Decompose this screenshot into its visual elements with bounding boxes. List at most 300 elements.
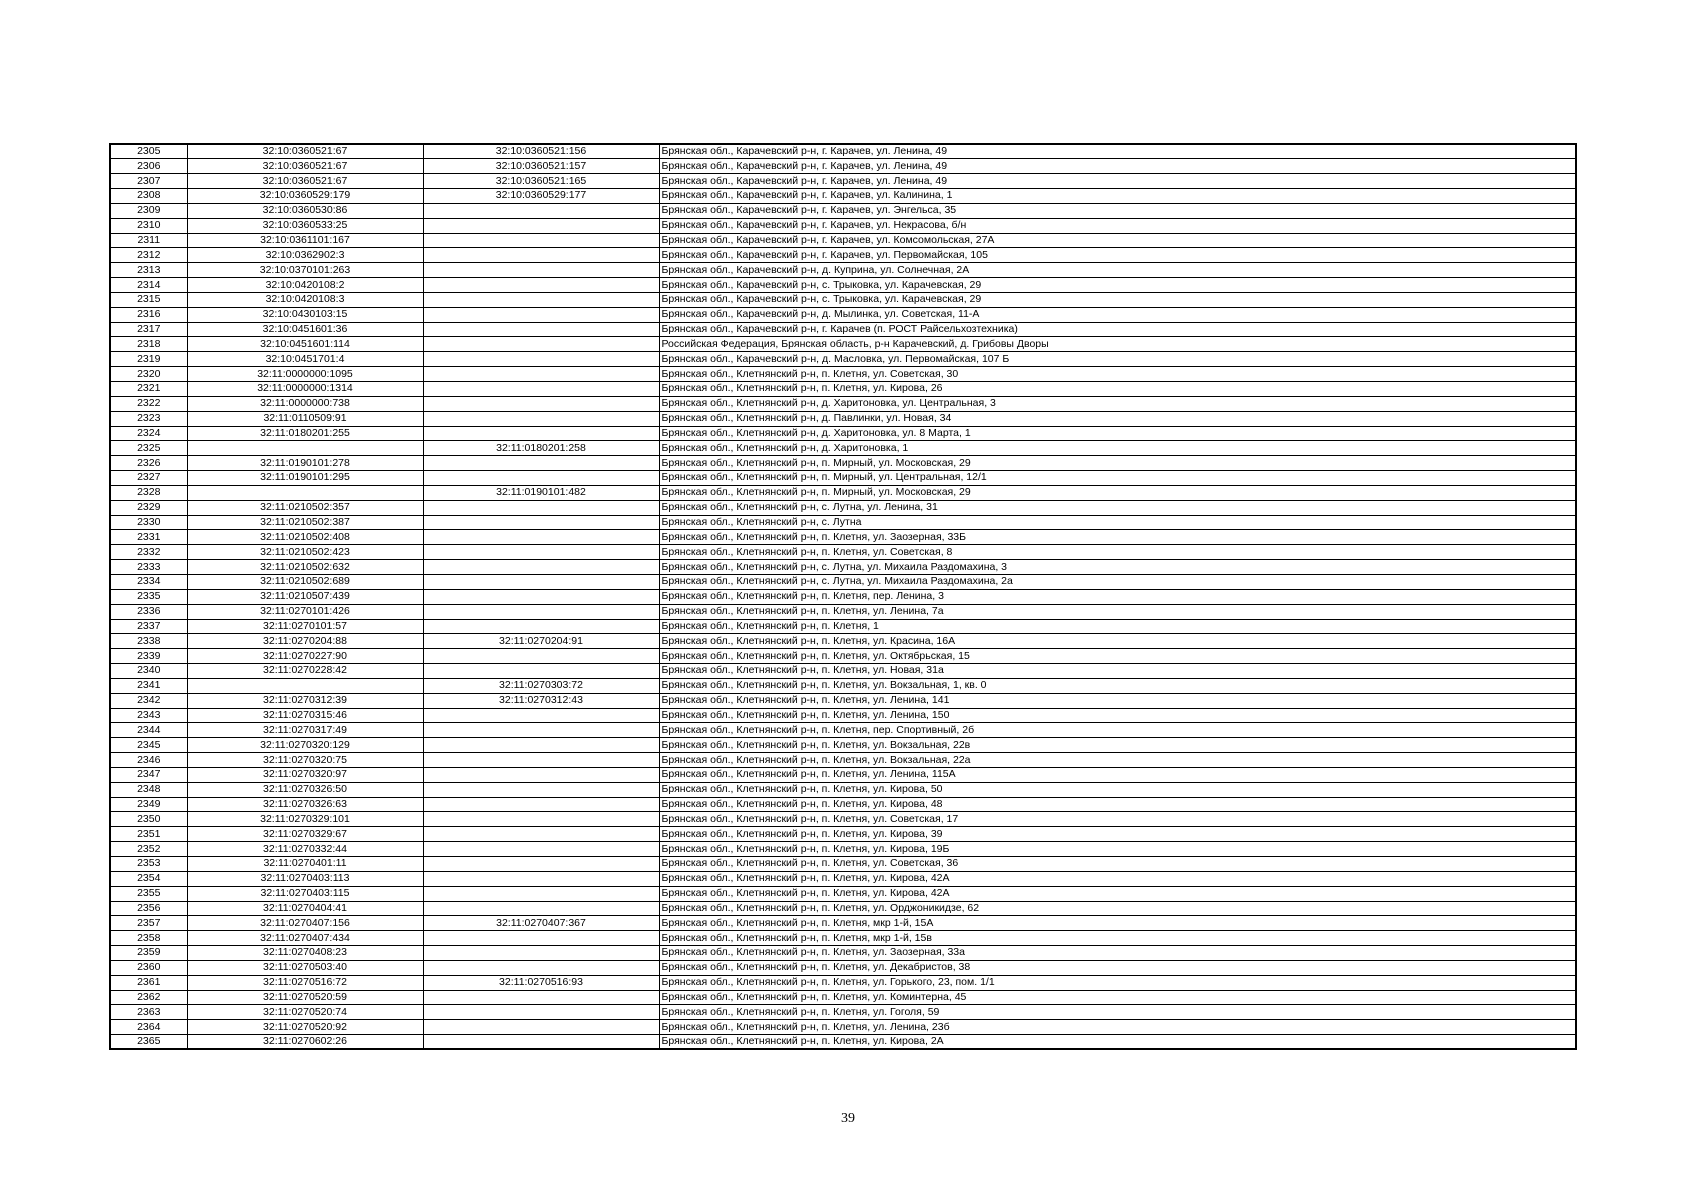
table-row xyxy=(110,203,1576,218)
building-cadastral-number-cell xyxy=(423,767,659,782)
building-cadastral-number-cell xyxy=(423,619,659,634)
table-row xyxy=(110,352,1576,367)
row-number-cell: 2332 xyxy=(110,545,187,560)
address-cell: Брянская обл., Клетнянский р-н, п. Клетня, ул. Кирова, 26 xyxy=(659,382,1576,397)
row-number-cell: 2352 xyxy=(110,842,187,857)
row-number-cell: 2342 xyxy=(110,693,187,708)
row-number-cell: 2326 xyxy=(110,456,187,471)
building-cadastral-number-cell xyxy=(423,218,659,233)
building-cadastral-number-cell: 32:11:0270303:72 xyxy=(423,678,659,693)
row-number-cell: 2347 xyxy=(110,767,187,782)
row-number-cell: 2343 xyxy=(110,708,187,723)
address-cell: Брянская обл., Клетнянский р-н, п. Клетня, ул. Гоголя, 59 xyxy=(659,1005,1576,1020)
table-row xyxy=(110,960,1576,975)
table-row xyxy=(110,753,1576,768)
building-cadastral-number-cell xyxy=(423,649,659,664)
land-cadastral-number-cell: 32:11:0270320:129 xyxy=(187,738,423,753)
land-cadastral-number-cell: 32:11:0270407:156 xyxy=(187,916,423,931)
land-cadastral-number-cell: 32:11:0210502:408 xyxy=(187,530,423,545)
row-number-cell: 2320 xyxy=(110,367,187,382)
row-number-cell: 2313 xyxy=(110,263,187,278)
building-cadastral-number-cell xyxy=(423,946,659,961)
land-cadastral-number-cell: 32:11:0270516:72 xyxy=(187,975,423,990)
table-row xyxy=(110,233,1576,248)
building-cadastral-number-cell: 32:11:0270204:91 xyxy=(423,634,659,649)
building-cadastral-number-cell xyxy=(423,515,659,530)
address-cell: Брянская обл., Клетнянский р-н, п. Клетня, ул. Ленина, 141 xyxy=(659,693,1576,708)
table-row xyxy=(110,589,1576,604)
table-row xyxy=(110,322,1576,337)
address-cell: Брянская обл., Карачевский р-н, д. Мылинка, ул. Советская, 11-А xyxy=(659,307,1576,322)
row-number-cell: 2365 xyxy=(110,1035,187,1050)
address-cell: Брянская обл., Клетнянский р-н, с. Лутна, ул. Михаила Раздомахина, 2а xyxy=(659,574,1576,589)
land-cadastral-number-cell: 32:11:0270602:26 xyxy=(187,1035,423,1050)
row-number-cell: 2353 xyxy=(110,857,187,872)
building-cadastral-number-cell xyxy=(423,827,659,842)
building-cadastral-number-cell xyxy=(423,471,659,486)
address-cell: Брянская обл., Клетнянский р-н, п. Клетня, пер. Ленина, 3 xyxy=(659,589,1576,604)
land-cadastral-number-cell: 32:10:0420108:3 xyxy=(187,292,423,307)
row-number-cell: 2355 xyxy=(110,886,187,901)
table-row xyxy=(110,886,1576,901)
land-cadastral-number-cell xyxy=(187,441,423,456)
table-row xyxy=(110,337,1576,352)
row-number-cell: 2314 xyxy=(110,278,187,293)
row-number-cell: 2339 xyxy=(110,649,187,664)
land-cadastral-number-cell: 32:10:0360521:67 xyxy=(187,144,423,159)
building-cadastral-number-cell xyxy=(423,278,659,293)
table-row xyxy=(110,263,1576,278)
address-cell: Брянская обл., Клетнянский р-н, п. Клетня, ул. Ленина, 150 xyxy=(659,708,1576,723)
table-row xyxy=(110,144,1576,159)
row-number-cell: 2345 xyxy=(110,738,187,753)
land-cadastral-number-cell: 32:10:0362902:3 xyxy=(187,248,423,263)
building-cadastral-number-cell xyxy=(423,1020,659,1035)
building-cadastral-number-cell: 32:11:0180201:258 xyxy=(423,441,659,456)
land-cadastral-number-cell: 32:11:0270312:39 xyxy=(187,693,423,708)
row-number-cell: 2324 xyxy=(110,426,187,441)
row-number-cell: 2334 xyxy=(110,574,187,589)
address-cell: Брянская обл., Клетнянский р-н, п. Клетня, ул. Вокзальная, 22в xyxy=(659,738,1576,753)
land-cadastral-number-cell: 32:11:0000000:1314 xyxy=(187,382,423,397)
address-cell: Брянская обл., Карачевский р-н, г. Карачев, ул. Первомайская, 105 xyxy=(659,248,1576,263)
address-cell: Брянская обл., Клетнянский р-н, с. Лутна xyxy=(659,515,1576,530)
building-cadastral-number-cell xyxy=(423,782,659,797)
land-cadastral-number-cell: 32:11:0270404:41 xyxy=(187,901,423,916)
address-cell: Брянская обл., Клетнянский р-н, с. Лутна, ул. Ленина, 31 xyxy=(659,500,1576,515)
address-cell: Брянская обл., Клетнянский р-н, п. Клетня, ул. Кирова, 42А xyxy=(659,871,1576,886)
building-cadastral-number-cell: 32:10:0360521:156 xyxy=(423,144,659,159)
land-cadastral-number-cell: 32:11:0270407:434 xyxy=(187,931,423,946)
address-cell: Брянская обл., Клетнянский р-н, п. Клетня, ул. Горького, 23, пом. 1/1 xyxy=(659,975,1576,990)
row-number-cell: 2305 xyxy=(110,144,187,159)
land-cadastral-number-cell: 32:11:0270503:40 xyxy=(187,960,423,975)
land-cadastral-number-cell: 32:10:0451601:114 xyxy=(187,337,423,352)
land-cadastral-number-cell: 32:11:0210502:387 xyxy=(187,515,423,530)
building-cadastral-number-cell xyxy=(423,797,659,812)
land-cadastral-number-cell: 32:11:0270320:75 xyxy=(187,753,423,768)
row-number-cell: 2319 xyxy=(110,352,187,367)
land-cadastral-number-cell: 32:11:0210502:357 xyxy=(187,500,423,515)
table-row xyxy=(110,545,1576,560)
address-cell: Брянская обл., Клетнянский р-н, п. Клетня, ул. Орджоникидзе, 62 xyxy=(659,901,1576,916)
address-cell: Брянская обл., Карачевский р-н, г. Карачев, ул. Некрасова, б/н xyxy=(659,218,1576,233)
land-cadastral-number-cell: 32:11:0270520:74 xyxy=(187,1005,423,1020)
building-cadastral-number-cell xyxy=(423,367,659,382)
building-cadastral-number-cell xyxy=(423,871,659,886)
table-row xyxy=(110,189,1576,204)
address-cell: Брянская обл., Клетнянский р-н, п. Мирный, ул. Московская, 29 xyxy=(659,485,1576,500)
building-cadastral-number-cell xyxy=(423,203,659,218)
row-number-cell: 2308 xyxy=(110,189,187,204)
table-row xyxy=(110,367,1576,382)
land-cadastral-number-cell: 32:11:0270315:46 xyxy=(187,708,423,723)
land-cadastral-number-cell: 32:11:0210507:439 xyxy=(187,589,423,604)
address-cell: Брянская обл., Клетнянский р-н, п. Клетня, мкр 1-й, 15в xyxy=(659,931,1576,946)
table-row xyxy=(110,901,1576,916)
building-cadastral-number-cell xyxy=(423,500,659,515)
address-cell: Брянская обл., Клетнянский р-н, п. Клетня, ул. Ленина, 115А xyxy=(659,767,1576,782)
table-row xyxy=(110,278,1576,293)
building-cadastral-number-cell xyxy=(423,545,659,560)
building-cadastral-number-cell: 32:10:0360529:177 xyxy=(423,189,659,204)
building-cadastral-number-cell xyxy=(423,322,659,337)
row-number-cell: 2317 xyxy=(110,322,187,337)
building-cadastral-number-cell: 32:11:0270407:367 xyxy=(423,916,659,931)
row-number-cell: 2337 xyxy=(110,619,187,634)
land-cadastral-number-cell: 32:10:0360529:179 xyxy=(187,189,423,204)
land-cadastral-number-cell: 32:11:0270329:101 xyxy=(187,812,423,827)
table-row xyxy=(110,782,1576,797)
address-cell: Брянская обл., Клетнянский р-н, п. Клетня, ул. Кирова, 42А xyxy=(659,886,1576,901)
table-row xyxy=(110,767,1576,782)
address-cell: Брянская обл., Карачевский р-н, с. Трыковка, ул. Карачевская, 29 xyxy=(659,278,1576,293)
row-number-cell: 2323 xyxy=(110,411,187,426)
row-number-cell: 2309 xyxy=(110,203,187,218)
land-cadastral-number-cell: 32:10:0360521:67 xyxy=(187,174,423,189)
address-cell: Брянская обл., Клетнянский р-н, п. Клетня, ул. Вокзальная, 22а xyxy=(659,753,1576,768)
row-number-cell: 2360 xyxy=(110,960,187,975)
address-cell: Брянская обл., Карачевский р-н, г. Карачев (п. РОСТ Райсельхозтехника) xyxy=(659,322,1576,337)
table-row xyxy=(110,931,1576,946)
land-cadastral-number-cell: 32:11:0180201:255 xyxy=(187,426,423,441)
address-cell: Брянская обл., Клетнянский р-н, д. Павлинки, ул. Новая, 34 xyxy=(659,411,1576,426)
address-cell: Брянская обл., Карачевский р-н, г. Карачев, ул. Энгельса, 35 xyxy=(659,203,1576,218)
land-cadastral-number-cell: 32:11:0270204:88 xyxy=(187,634,423,649)
row-number-cell: 2361 xyxy=(110,975,187,990)
building-cadastral-number-cell xyxy=(423,1035,659,1050)
row-number-cell: 2306 xyxy=(110,159,187,174)
property-table-body xyxy=(110,144,1576,1049)
building-cadastral-number-cell xyxy=(423,901,659,916)
row-number-cell: 2318 xyxy=(110,337,187,352)
address-cell: Брянская обл., Карачевский р-н, г. Карачев, ул. Комсомольская, 27А xyxy=(659,233,1576,248)
row-number-cell: 2325 xyxy=(110,441,187,456)
table-row xyxy=(110,827,1576,842)
table-row xyxy=(110,1020,1576,1035)
row-number-cell: 2329 xyxy=(110,500,187,515)
address-cell: Брянская обл., Клетнянский р-н, д. Харитоновка, ул. Центральная, 3 xyxy=(659,396,1576,411)
building-cadastral-number-cell xyxy=(423,738,659,753)
row-number-cell: 2357 xyxy=(110,916,187,931)
table-row xyxy=(110,218,1576,233)
building-cadastral-number-cell: 32:10:0360521:157 xyxy=(423,159,659,174)
address-cell: Брянская обл., Клетнянский р-н, п. Клетня, ул. Кирова, 48 xyxy=(659,797,1576,812)
address-cell: Брянская обл., Клетнянский р-н, п. Клетня, ул. Кирова, 19Б xyxy=(659,842,1576,857)
building-cadastral-number-cell xyxy=(423,560,659,575)
land-cadastral-number-cell: 32:11:0110509:91 xyxy=(187,411,423,426)
table-row xyxy=(110,441,1576,456)
row-number-cell: 2321 xyxy=(110,382,187,397)
land-cadastral-number-cell: 32:10:0361101:167 xyxy=(187,233,423,248)
land-cadastral-number-cell: 32:10:0451601:36 xyxy=(187,322,423,337)
address-cell: Брянская обл., Клетнянский р-н, п. Клетня, ул. Декабристов, 38 xyxy=(659,960,1576,975)
land-cadastral-number-cell: 32:11:0270401:11 xyxy=(187,857,423,872)
land-cadastral-number-cell: 32:11:0270228:42 xyxy=(187,664,423,679)
table-row xyxy=(110,634,1576,649)
row-number-cell: 2335 xyxy=(110,589,187,604)
table-row xyxy=(110,515,1576,530)
table-row xyxy=(110,411,1576,426)
land-cadastral-number-cell: 32:10:0451701:4 xyxy=(187,352,423,367)
building-cadastral-number-cell xyxy=(423,411,659,426)
table-row xyxy=(110,871,1576,886)
land-cadastral-number-cell xyxy=(187,678,423,693)
row-number-cell: 2349 xyxy=(110,797,187,812)
table-row xyxy=(110,500,1576,515)
row-number-cell: 2341 xyxy=(110,678,187,693)
building-cadastral-number-cell xyxy=(423,931,659,946)
table-row xyxy=(110,485,1576,500)
address-cell: Брянская обл., Клетнянский р-н, п. Клетня, ул. Коминтерна, 45 xyxy=(659,990,1576,1005)
building-cadastral-number-cell xyxy=(423,456,659,471)
address-cell: Брянская обл., Карачевский р-н, д. Куприна, ул. Солнечная, 2А xyxy=(659,263,1576,278)
land-cadastral-number-cell: 32:10:0360521:67 xyxy=(187,159,423,174)
address-cell: Брянская обл., Карачевский р-н, д. Масловка, ул. Первомайская, 107 Б xyxy=(659,352,1576,367)
land-cadastral-number-cell: 32:11:0270320:97 xyxy=(187,767,423,782)
row-number-cell: 2358 xyxy=(110,931,187,946)
building-cadastral-number-cell: 32:11:0270516:93 xyxy=(423,975,659,990)
building-cadastral-number-cell xyxy=(423,530,659,545)
building-cadastral-number-cell xyxy=(423,574,659,589)
table-row xyxy=(110,248,1576,263)
address-cell: Брянская обл., Клетнянский р-н, п. Клетня, ул. Советская, 17 xyxy=(659,812,1576,827)
building-cadastral-number-cell xyxy=(423,1005,659,1020)
address-cell: Брянская обл., Клетнянский р-н, п. Клетня, ул. Советская, 30 xyxy=(659,367,1576,382)
row-number-cell: 2356 xyxy=(110,901,187,916)
land-cadastral-number-cell: 32:10:0370101:263 xyxy=(187,263,423,278)
building-cadastral-number-cell xyxy=(423,857,659,872)
row-number-cell: 2328 xyxy=(110,485,187,500)
land-cadastral-number-cell: 32:11:0210502:632 xyxy=(187,560,423,575)
address-cell: Брянская обл., Клетнянский р-н, п. Клетня, ул. Кирова, 50 xyxy=(659,782,1576,797)
building-cadastral-number-cell xyxy=(423,990,659,1005)
row-number-cell: 2333 xyxy=(110,560,187,575)
row-number-cell: 2364 xyxy=(110,1020,187,1035)
table-row xyxy=(110,857,1576,872)
building-cadastral-number-cell xyxy=(423,233,659,248)
row-number-cell: 2346 xyxy=(110,753,187,768)
address-cell: Брянская обл., Карачевский р-н, с. Трыковка, ул. Карачевская, 29 xyxy=(659,292,1576,307)
table-row xyxy=(110,619,1576,634)
table-row xyxy=(110,560,1576,575)
address-cell: Брянская обл., Клетнянский р-н, п. Клетня, ул. Ленина, 23б xyxy=(659,1020,1576,1035)
land-cadastral-number-cell: 32:11:0270403:113 xyxy=(187,871,423,886)
address-cell: Брянская обл., Клетнянский р-н, п. Клетня, ул. Ленина, 7а xyxy=(659,604,1576,619)
building-cadastral-number-cell xyxy=(423,426,659,441)
building-cadastral-number-cell xyxy=(423,664,659,679)
table-row xyxy=(110,426,1576,441)
address-cell: Брянская обл., Карачевский р-н, г. Карачев, ул. Ленина, 49 xyxy=(659,159,1576,174)
table-row xyxy=(110,693,1576,708)
table-row xyxy=(110,738,1576,753)
land-cadastral-number-cell: 32:11:0270520:92 xyxy=(187,1020,423,1035)
building-cadastral-number-cell xyxy=(423,812,659,827)
row-number-cell: 2336 xyxy=(110,604,187,619)
land-cadastral-number-cell: 32:10:0360533:25 xyxy=(187,218,423,233)
address-cell: Брянская обл., Клетнянский р-н, п. Клетня, ул. Советская, 8 xyxy=(659,545,1576,560)
row-number-cell: 2331 xyxy=(110,530,187,545)
address-cell: Брянская обл., Клетнянский р-н, д. Харитоновка, 1 xyxy=(659,441,1576,456)
land-cadastral-number-cell: 32:11:0000000:1095 xyxy=(187,367,423,382)
building-cadastral-number-cell xyxy=(423,723,659,738)
land-cadastral-number-cell: 32:11:0210502:689 xyxy=(187,574,423,589)
row-number-cell: 2354 xyxy=(110,871,187,886)
row-number-cell: 2363 xyxy=(110,1005,187,1020)
building-cadastral-number-cell: 32:11:0190101:482 xyxy=(423,485,659,500)
building-cadastral-number-cell xyxy=(423,307,659,322)
table-row xyxy=(110,1005,1576,1020)
land-cadastral-number-cell: 32:11:0270101:426 xyxy=(187,604,423,619)
building-cadastral-number-cell xyxy=(423,753,659,768)
land-cadastral-number-cell: 32:11:0270520:59 xyxy=(187,990,423,1005)
address-cell: Брянская обл., Клетнянский р-н, п. Клетня, ул. Кирова, 2А xyxy=(659,1035,1576,1050)
building-cadastral-number-cell: 32:10:0360521:165 xyxy=(423,174,659,189)
address-cell: Российская Федерация, Брянская область, р-н Карачевский, д. Грибовы Дворы xyxy=(659,337,1576,352)
table-row xyxy=(110,159,1576,174)
address-cell: Брянская обл., Клетнянский р-н, п. Клетня, мкр 1-й, 15А xyxy=(659,916,1576,931)
land-cadastral-number-cell: 32:11:0270227:90 xyxy=(187,649,423,664)
building-cadastral-number-cell xyxy=(423,960,659,975)
address-cell: Брянская обл., Клетнянский р-н, п. Клетня, ул. Октябрьская, 15 xyxy=(659,649,1576,664)
table-row xyxy=(110,574,1576,589)
land-cadastral-number-cell: 32:11:0270326:63 xyxy=(187,797,423,812)
table-row xyxy=(110,649,1576,664)
page-number: 39 xyxy=(841,1111,855,1126)
address-cell: Брянская обл., Клетнянский р-н, п. Клетня, ул. Заозерная, 33Б xyxy=(659,530,1576,545)
land-cadastral-number-cell: 32:10:0420108:2 xyxy=(187,278,423,293)
table-row xyxy=(110,723,1576,738)
table-row xyxy=(110,842,1576,857)
building-cadastral-number-cell xyxy=(423,604,659,619)
address-cell: Брянская обл., Клетнянский р-н, п. Клетня, ул. Новая, 31а xyxy=(659,664,1576,679)
address-cell: Брянская обл., Клетнянский р-н, п. Клетня, ул. Вокзальная, 1, кв. 0 xyxy=(659,678,1576,693)
row-number-cell: 2362 xyxy=(110,990,187,1005)
row-number-cell: 2322 xyxy=(110,396,187,411)
table-row xyxy=(110,530,1576,545)
property-table xyxy=(109,143,1577,1050)
address-cell: Брянская обл., Клетнянский р-н, п. Клетня, ул. Кирова, 39 xyxy=(659,827,1576,842)
row-number-cell: 2327 xyxy=(110,471,187,486)
building-cadastral-number-cell xyxy=(423,396,659,411)
table-row xyxy=(110,174,1576,189)
land-cadastral-number-cell: 32:11:0190101:295 xyxy=(187,471,423,486)
table-row xyxy=(110,471,1576,486)
table-row xyxy=(110,975,1576,990)
table-row xyxy=(110,797,1576,812)
table-row xyxy=(110,990,1576,1005)
building-cadastral-number-cell xyxy=(423,708,659,723)
building-cadastral-number-cell: 32:11:0270312:43 xyxy=(423,693,659,708)
table-row xyxy=(110,396,1576,411)
building-cadastral-number-cell xyxy=(423,842,659,857)
building-cadastral-number-cell xyxy=(423,886,659,901)
address-cell: Брянская обл., Клетнянский р-н, с. Лутна, ул. Михаила Раздомахина, 3 xyxy=(659,560,1576,575)
row-number-cell: 2359 xyxy=(110,946,187,961)
table-row xyxy=(110,916,1576,931)
land-cadastral-number-cell: 32:11:0270317:49 xyxy=(187,723,423,738)
building-cadastral-number-cell xyxy=(423,292,659,307)
row-number-cell: 2307 xyxy=(110,174,187,189)
land-cadastral-number-cell: 32:11:0270326:50 xyxy=(187,782,423,797)
address-cell: Брянская обл., Клетнянский р-н, д. Харитоновка, ул. 8 Марта, 1 xyxy=(659,426,1576,441)
land-cadastral-number-cell: 32:11:0190101:278 xyxy=(187,456,423,471)
row-number-cell: 2350 xyxy=(110,812,187,827)
address-cell: Брянская обл., Клетнянский р-н, п. Мирный, ул. Центральная, 12/1 xyxy=(659,471,1576,486)
row-number-cell: 2312 xyxy=(110,248,187,263)
table-row xyxy=(110,1035,1576,1050)
table-row xyxy=(110,946,1576,961)
table-row xyxy=(110,678,1576,693)
address-cell: Брянская обл., Клетнянский р-н, п. Клетня, пер. Спортивный, 2б xyxy=(659,723,1576,738)
address-cell: Брянская обл., Клетнянский р-н, п. Клетня, ул. Заозерная, 33а xyxy=(659,946,1576,961)
row-number-cell: 2348 xyxy=(110,782,187,797)
row-number-cell: 2338 xyxy=(110,634,187,649)
address-cell: Брянская обл., Карачевский р-н, г. Карачев, ул. Ленина, 49 xyxy=(659,174,1576,189)
table-row xyxy=(110,664,1576,679)
land-cadastral-number-cell: 32:11:0270101:57 xyxy=(187,619,423,634)
row-number-cell: 2310 xyxy=(110,218,187,233)
building-cadastral-number-cell xyxy=(423,248,659,263)
land-cadastral-number-cell xyxy=(187,485,423,500)
land-cadastral-number-cell: 32:11:0270403:115 xyxy=(187,886,423,901)
land-cadastral-number-cell: 32:11:0210502:423 xyxy=(187,545,423,560)
address-cell: Брянская обл., Карачевский р-н, г. Карачев, ул. Ленина, 49 xyxy=(659,144,1576,159)
land-cadastral-number-cell: 32:10:0360530:86 xyxy=(187,203,423,218)
building-cadastral-number-cell xyxy=(423,352,659,367)
row-number-cell: 2330 xyxy=(110,515,187,530)
building-cadastral-number-cell xyxy=(423,337,659,352)
row-number-cell: 2340 xyxy=(110,664,187,679)
table-row xyxy=(110,292,1576,307)
row-number-cell: 2311 xyxy=(110,233,187,248)
table-row xyxy=(110,708,1576,723)
land-cadastral-number-cell: 32:11:0270332:44 xyxy=(187,842,423,857)
address-cell: Брянская обл., Клетнянский р-н, п. Клетня, ул. Советская, 36 xyxy=(659,857,1576,872)
table-row xyxy=(110,812,1576,827)
land-cadastral-number-cell: 32:11:0000000:738 xyxy=(187,396,423,411)
row-number-cell: 2315 xyxy=(110,292,187,307)
land-cadastral-number-cell: 32:11:0270329:67 xyxy=(187,827,423,842)
address-cell: Брянская обл., Клетнянский р-н, п. Клетня, ул. Красина, 16А xyxy=(659,634,1576,649)
table-row xyxy=(110,382,1576,397)
row-number-cell: 2351 xyxy=(110,827,187,842)
address-cell: Брянская обл., Клетнянский р-н, п. Клетня, 1 xyxy=(659,619,1576,634)
table-row xyxy=(110,307,1576,322)
building-cadastral-number-cell xyxy=(423,263,659,278)
table-row xyxy=(110,456,1576,471)
table-row xyxy=(110,604,1576,619)
